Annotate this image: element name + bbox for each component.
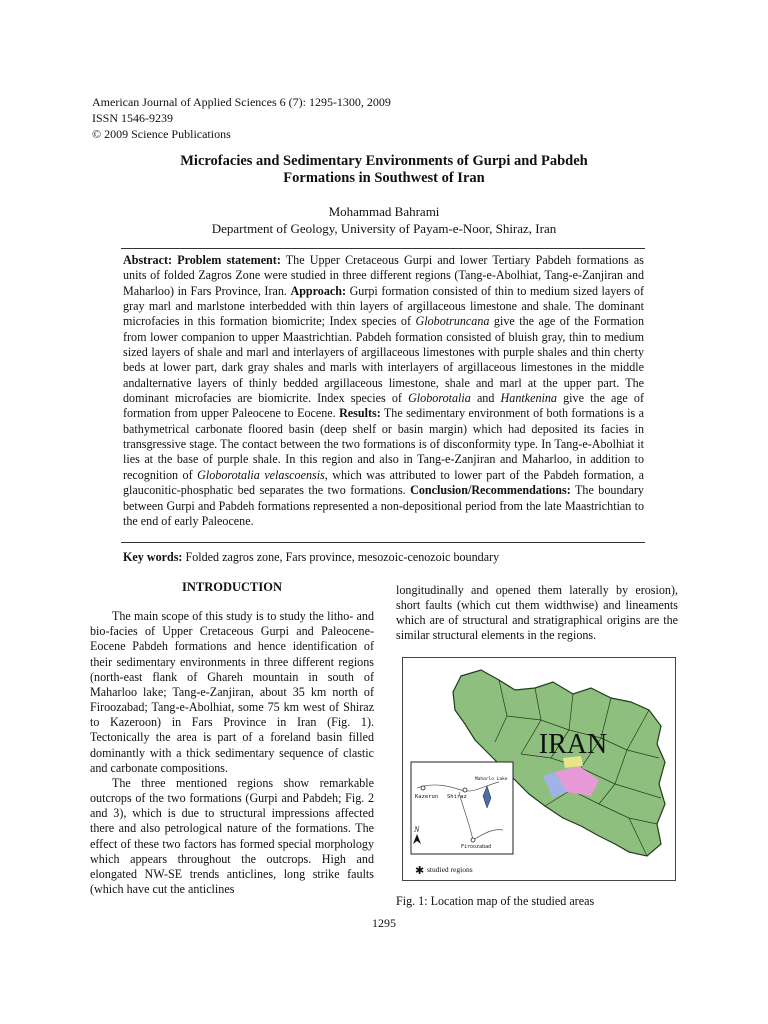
- author-name: Mohammad Bahrami: [328, 204, 440, 219]
- copyright: © 2009 Science Publications: [92, 127, 231, 141]
- approach-text-b: give the age of the Formation from lower companion to upper Maastrichtian. Pabdeh formation consisted of bluish gray, thin to medium sized layers of shale and marl and interlayers of argillaceous limestones with purple shales and thin cherty beds at lower part, dark gray shales and marls with interlayers of argillaceous limestones in the middle andalternative layers of thinly bedded argillaceous limestone, shale and marl at the upper part. The dominant microfacies are biomicrite. Index species of: [123, 314, 644, 406]
- journal-header: [92, 94, 391, 142]
- problem-statement-label: Problem statement:: [177, 253, 281, 267]
- inset-map: [411, 762, 513, 854]
- genus-globorotalia: Globorotalia: [408, 391, 471, 406]
- paper-title: [110, 153, 658, 187]
- conclusion-label: Conclusion/Recommendations:: [410, 483, 571, 498]
- conclusion-text: The boundary between Gurpi and Pabdeh formations represented a non-depositional period from the late Maastrichtian to the end of early Paleocene.: [123, 483, 644, 528]
- introduction-heading: INTRODUCTION: [181, 580, 282, 594]
- issn: ISSN 1546-9239: [92, 111, 174, 125]
- intro-paragraph-2-continued: longitudinally and opened them laterally by erosion), short faults (which cut them widthwise) and lineaments which are of structural and stratigraphical origins are the similar structural elements in the regions.: [396, 583, 678, 643]
- asterisk-icon: ✱: [415, 864, 425, 877]
- page-number: 1295: [372, 916, 396, 930]
- abstract: [123, 253, 644, 529]
- left-column: [90, 580, 374, 897]
- results-text-b: , which was attributed to lower part of the Pabdeh formation, a glauconitic-phosphatic bed separates the two formations.: [123, 467, 645, 498]
- abstract-top-rule: [121, 248, 645, 249]
- results-text-a: The sedimentary environment of both formations is a bathymetrical carbonate floored basin (deep shelf or basin margin) which had deposited its facies in transgressive stage. The contact between the two formations is of disconformity type. In Tang-e-Abolhiat it lies at the base of purple shale. In this region and also in Tang-e-Zanjiran and Maharloo, in addition to recognition of: [123, 406, 644, 482]
- author-block: [110, 203, 658, 237]
- right-column: [396, 583, 678, 644]
- approach-text-c: give the age of formation from upper Paleocene to Eocene.: [123, 391, 644, 421]
- inset-label-shiraz: Shiraz: [447, 794, 467, 800]
- author-affiliation: Department of Geology, University of Payam-e-Noor, Shiraz, Iran: [211, 221, 557, 236]
- keywords-text: Folded zagros zone, Fars province, mesozoic-cenozoic boundary: [185, 550, 500, 564]
- title-line-1: Microfacies and Sedimentary Environments of Gurpi and Pabdeh: [180, 153, 588, 169]
- keywords: [123, 550, 499, 565]
- inset-label-kazerun: Kazerun: [415, 794, 439, 800]
- genus-hantkenina: Hantkenina: [500, 391, 557, 406]
- genus-globotruncana: Globotruncana: [415, 314, 490, 329]
- abstract-label: Abstract:: [123, 253, 173, 267]
- results-label: Results:: [339, 406, 381, 421]
- intro-paragraph-2: The three mentioned regions show remarkable outcrops of the two formations (Gurpi and Pabdeh; Fig. 2 and 3), which is due to structural impressions affected there and also petrological nature of the formations. The effect of these two factors has formed special morphology which appears throughout the outcrops. High and elongated NW-SE trends anticlines, long strike faults (which have cut the anticlines: [90, 775, 374, 896]
- approach-and: and: [476, 391, 495, 406]
- approach-label: Approach:: [290, 283, 347, 298]
- inset-label-firoozabad: Firoozabad: [461, 844, 492, 850]
- iran-map-svg: [403, 658, 675, 880]
- species-velascoensis: Globorotalia velascoensis: [197, 467, 325, 482]
- title-line-2: Formations in Southwest of Iran: [283, 170, 485, 186]
- figure-caption: Fig. 1: Location map of the studied areas: [396, 894, 595, 908]
- approach-text-a: Gurpi formation consisted of thin to medium sized layers of gray marl and marlstone interbedded with thin layers of argillaceous limestone and shale. The dominant microfacies in this formation biomicrite; Index species of: [123, 283, 645, 329]
- problem-statement-text: The Upper Cretaceous Gurpi and lower Tertiary Pabdeh formations as units of folded Zagros Zone were studied in three different regions (Tang-e-Abolhiat, Tang-e-Zanjiran and Maharloo) in Fars Province, Iran.: [123, 253, 644, 298]
- inset-label-maharlo: Maharlo Lake: [475, 777, 508, 782]
- keywords-label: Key words:: [123, 550, 183, 564]
- legend-label: studied regions: [427, 865, 473, 874]
- intro-paragraph-1: The main scope of this study is to study the litho- and bio-facies of Upper Cretaceous Gurpi and Paleocene-Eocene Pabdeh formations and hence identification of their sedimentary environments in three different regions (north-east flank of Ghareh mountain in south of Maharloo lake; Tang-e-Zanjiran, about 35 km north of Firoozabad; Tang-e-Abolhiat, some 75 km west of Shiraz to Kazeroon) in Fars Province in Iran (Fig. 1). Tectonically the area is part of a foreland basin filled dominantly with a thick sedimentary sequence of clastic and carbonate compositions.: [90, 609, 374, 775]
- location-map-figure: [402, 657, 676, 881]
- north-label: N: [414, 825, 420, 834]
- journal-citation: American Journal of Applied Sciences 6 (7): 1295-1300, 2009: [92, 95, 391, 109]
- map-title: IRAN: [538, 729, 608, 760]
- map-legend: [415, 864, 473, 877]
- abstract-bottom-rule: [121, 542, 645, 543]
